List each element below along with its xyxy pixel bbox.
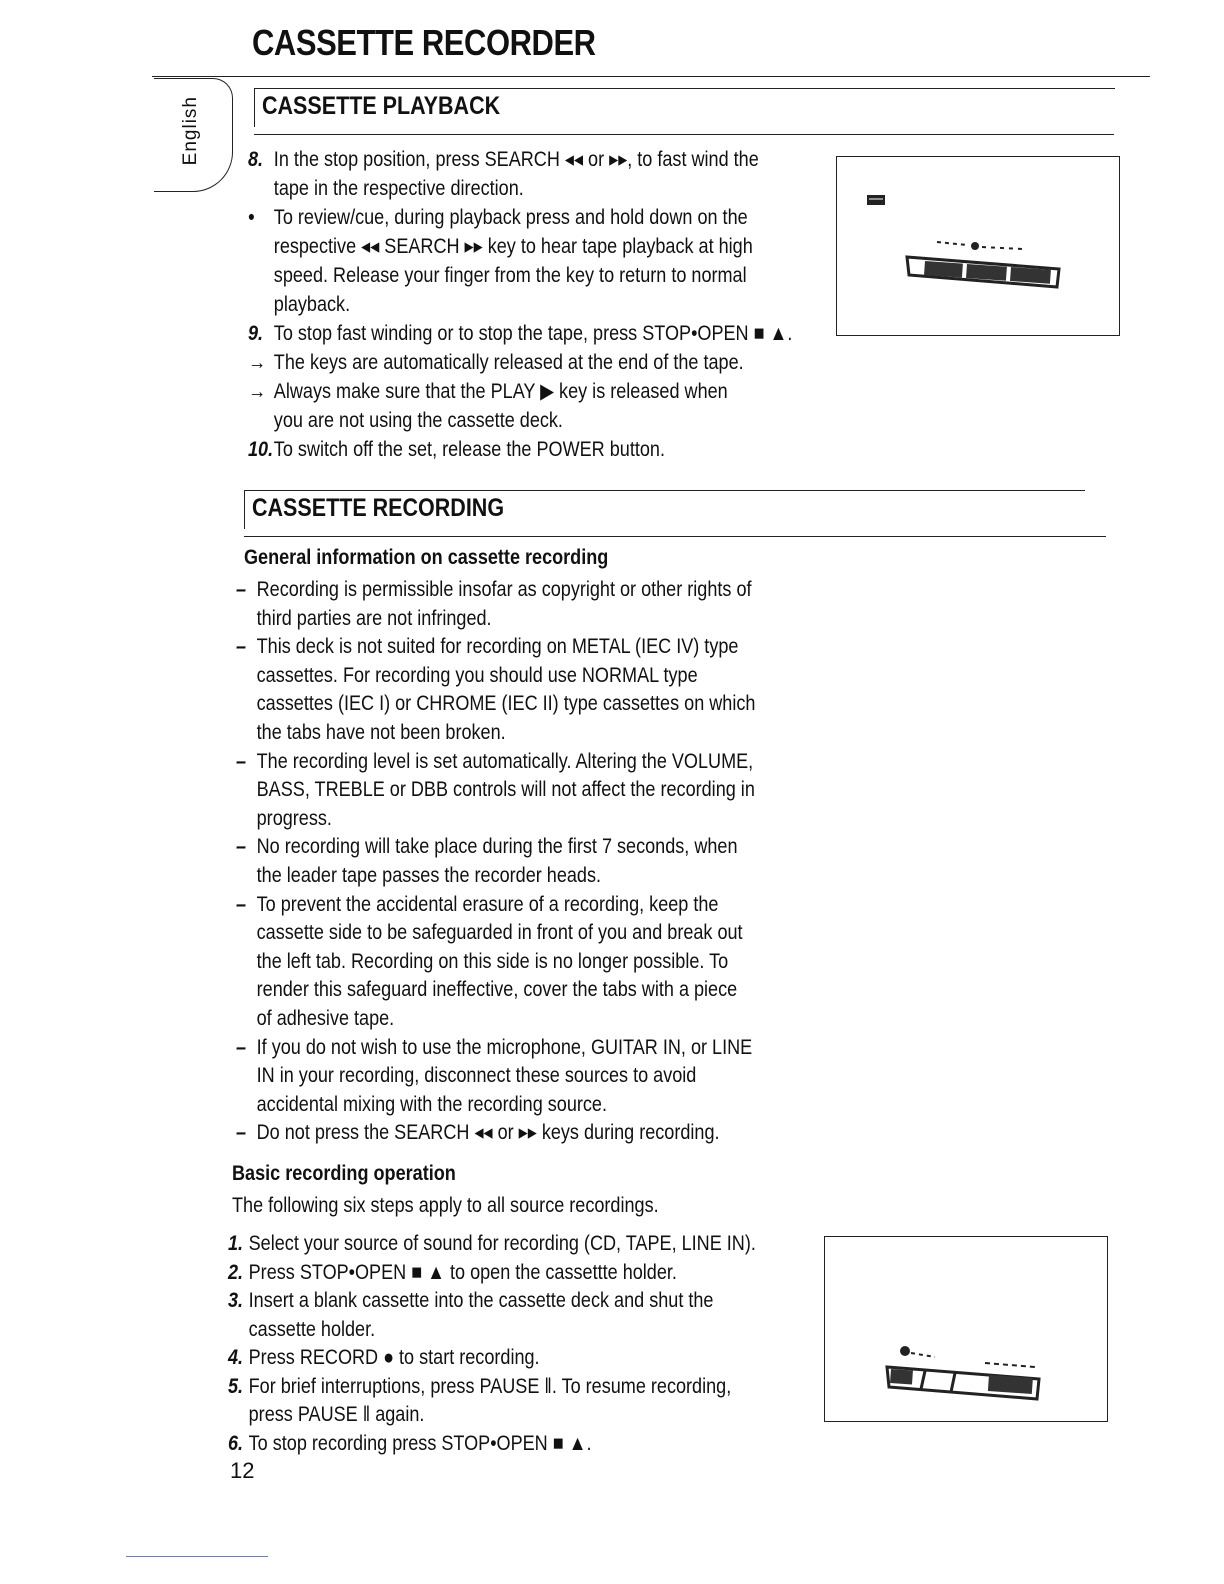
text-line — [248, 146, 759, 174]
line-marker: 9. — [248, 322, 264, 345]
line-text: playback. — [273, 293, 351, 316]
line-text: The recording level is set automatically. Altering the VOLUME, — [256, 749, 754, 773]
line-text: To prevent the accidental erasure of a recording, keep the — [256, 892, 719, 916]
line-text: Press RECORD ● to start recording. — [248, 1346, 540, 1369]
line-text: For brief interruptions, press PAUSE ‖. To resume recording, — [248, 1374, 732, 1398]
text-line — [248, 378, 728, 406]
page-title: CASSETTE RECORDER — [252, 22, 596, 63]
line-marker: 1. — [228, 1232, 244, 1255]
line-text: Recording is permissible insofar as copyright or other rights of — [256, 578, 752, 601]
line-marker: – — [236, 1121, 247, 1145]
line-text: To stop fast winding or to stop the tape, press STOP•OPEN ■ ▲. — [273, 322, 793, 345]
line-text: cassette side to be safeguarded in front of you and break out — [256, 921, 743, 945]
text-line — [248, 233, 753, 261]
text-line — [248, 320, 792, 348]
text-line — [228, 1230, 756, 1258]
line-text: In the stop position, press SEARCH ◂◂ or ▸▸, to fast wind the — [273, 148, 759, 171]
text-line — [248, 204, 748, 232]
text-line — [248, 291, 350, 319]
line-marker: – — [236, 835, 247, 859]
line-marker: 5. — [228, 1374, 244, 1398]
text-line — [228, 1259, 677, 1287]
text-line — [228, 1316, 375, 1344]
line-marker: – — [236, 749, 247, 773]
line-text: BASS, TREBLE or DBB controls will not affect the recording in — [256, 778, 755, 802]
line-marker: • — [248, 206, 255, 229]
text-line — [236, 1034, 752, 1062]
text-line — [228, 1287, 713, 1315]
line-marker: → — [248, 351, 267, 374]
line-text: press PAUSE ‖ again. — [248, 1403, 425, 1426]
line-marker: 6. — [228, 1431, 244, 1455]
text-line — [228, 1401, 424, 1429]
line-text: the leader tape passes the recorder heads. — [256, 864, 602, 887]
line-marker: – — [236, 892, 247, 916]
line-text: The keys are automatically released at the end of the tape. — [273, 351, 744, 374]
line-marker: – — [236, 1035, 247, 1059]
line-marker: 4. — [228, 1346, 244, 1369]
line-text: Insert a blank cassette into the cassette deck and shut the — [248, 1289, 714, 1312]
line-text: No recording will take place during the first 7 seconds, when — [256, 835, 738, 859]
line-marker: 8. — [248, 148, 264, 171]
line-text: Do not press the SEARCH ◂◂ or ▸▸ keys during recording. — [256, 1121, 720, 1145]
text-line — [236, 719, 506, 747]
playback-heading-rule — [254, 134, 1114, 135]
playback-heading: CASSETTE PLAYBACK — [262, 92, 501, 120]
text-line — [228, 1430, 592, 1458]
line-text: To review/cue, during playback press and hold down on the — [273, 206, 748, 229]
text-line — [236, 1062, 696, 1090]
text-line — [236, 1119, 720, 1147]
playback-illustration — [836, 156, 1120, 336]
header-rule — [152, 76, 1150, 77]
text-line — [236, 605, 492, 633]
line-text: IN in your recording, disconnect these sources to avoid — [256, 1064, 697, 1088]
text-line — [236, 833, 737, 861]
text-line — [248, 436, 665, 464]
line-text: of adhesive tape. — [256, 1007, 395, 1030]
line-marker: – — [236, 578, 247, 601]
text-line — [236, 805, 332, 833]
line-marker: 3. — [228, 1289, 244, 1312]
text-line — [248, 349, 744, 377]
text-line — [236, 976, 737, 1004]
footer-rule — [126, 1556, 268, 1557]
text-line — [236, 891, 718, 919]
recording-heading: CASSETTE RECORDING — [252, 494, 505, 522]
line-marker: → — [248, 380, 267, 403]
line-text: Press STOP•OPEN ■ ▲ to open the cassettte holder. — [248, 1260, 677, 1284]
line-text: cassettes (IEC I) or CHROME (IEC II) type cassettes on which — [256, 692, 756, 716]
language-tab-label: English — [180, 96, 201, 166]
basic-recording-heading: Basic recording operation — [232, 1162, 456, 1185]
text-line — [236, 662, 698, 690]
text-line — [236, 633, 738, 661]
text-line — [248, 407, 563, 435]
line-text: you are not using the cassette deck. — [273, 409, 563, 432]
line-marker: – — [236, 635, 247, 659]
line-text: Always make sure that the PLAY ▶ key is released when — [273, 380, 728, 403]
text-line — [236, 919, 743, 947]
record-keys-graphic — [825, 1237, 1107, 1421]
line-text: accidental mixing with the recording source. — [256, 1092, 607, 1116]
page-number: 12 — [230, 1458, 255, 1483]
text-line — [236, 1005, 394, 1033]
line-text: To switch off the set, release the POWER button. — [273, 438, 665, 461]
recording-heading-rule — [244, 536, 1106, 537]
text-line — [236, 1091, 607, 1119]
text-line — [248, 175, 524, 203]
line-text: the left tab. Recording on this side is no longer possible. To — [256, 949, 729, 973]
text-line — [236, 576, 752, 604]
line-text: progress. — [256, 806, 332, 830]
line-text: tape in the respective direction. — [273, 177, 524, 200]
cassette-deck-keys-graphic — [837, 157, 1119, 335]
text-line — [236, 862, 601, 890]
line-text: render this safeguard ineffective, cover the tabs with a piece — [256, 978, 738, 1002]
line-text: cassette holder. — [248, 1317, 376, 1341]
text-line — [236, 948, 728, 976]
line-marker: 2. — [228, 1260, 244, 1284]
line-text: the tabs have not been broken. — [256, 721, 506, 744]
line-text: respective ◂◂ SEARCH ▸▸ key to hear tape playback at high — [273, 235, 753, 258]
line-text: Select your source of sound for recording (CD, TAPE, LINE IN). — [248, 1232, 756, 1255]
text-line — [236, 748, 753, 776]
line-text: To stop recording press STOP•OPEN ■ ▲. — [248, 1431, 592, 1455]
general-info-heading: General information on cassette recording — [244, 546, 609, 569]
line-text: cassettes. For recording you should use NORMAL type — [256, 663, 698, 687]
text-line — [236, 776, 755, 804]
basic-recording-intro: The following six steps apply to all source recordings. — [232, 1194, 659, 1217]
line-text: speed. Release your finger from the key to return to normal — [273, 264, 747, 287]
line-text: If you do not wish to use the microphone, GUITAR IN, or LINE — [256, 1035, 753, 1059]
line-text: third parties are not infringed. — [256, 606, 492, 630]
text-line — [228, 1373, 731, 1401]
text-line — [236, 690, 755, 718]
line-text: This deck is not suited for recording on METAL (IEC IV) type — [256, 635, 739, 659]
line-marker: 10. — [248, 438, 274, 461]
recording-illustration — [824, 1236, 1108, 1422]
text-line — [228, 1344, 540, 1372]
text-line — [248, 262, 747, 290]
